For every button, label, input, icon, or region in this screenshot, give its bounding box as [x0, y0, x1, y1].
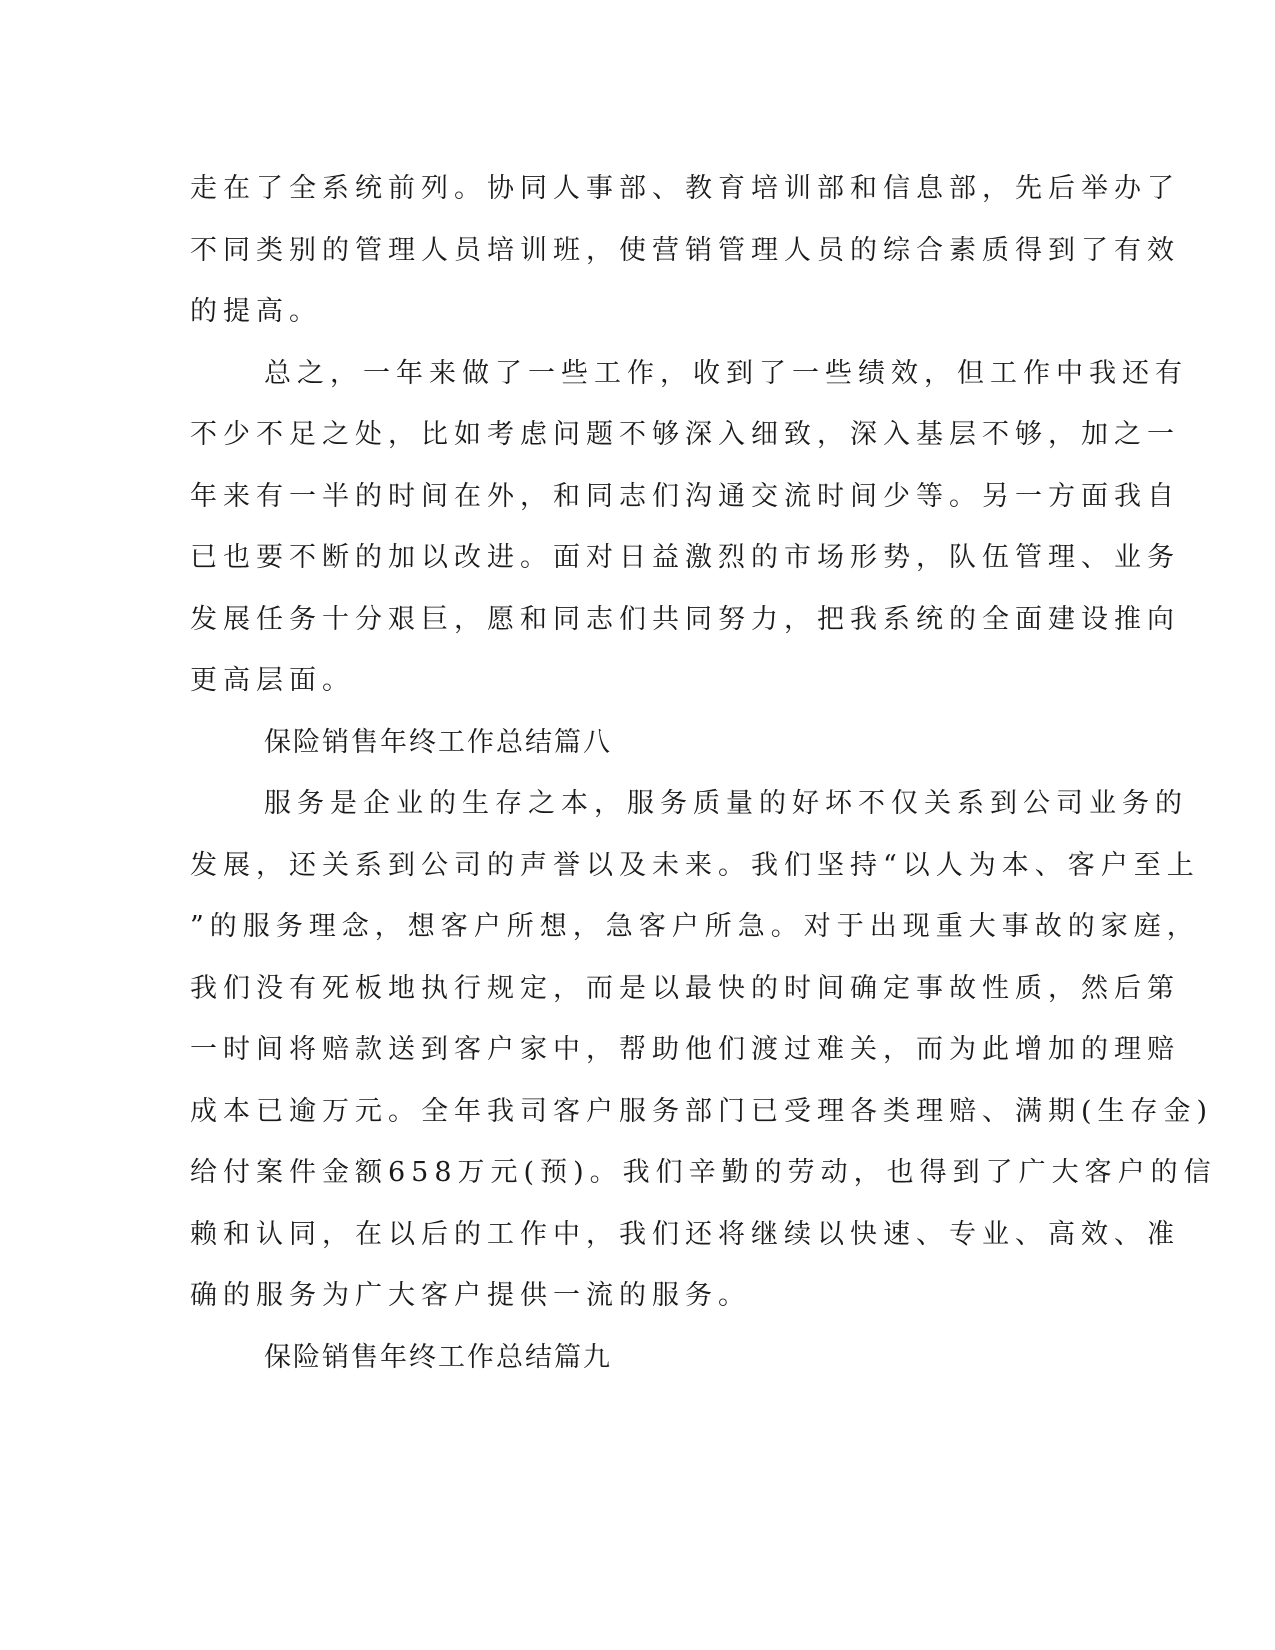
text-line: ”的服务理念，想客户所想，急客户所急。对于出现重大事故的家庭， [190, 911, 1200, 942]
text-line: 更高层面。 [190, 665, 355, 696]
text-line: 不同类别的管理人员培训班，使营销管理人员的综合素质得到了有效 [190, 234, 1180, 266]
text-line: 确的服务为广大客户提供一流的服务。 [190, 1280, 751, 1311]
text-line: 给付案件金额658万元(预)。我们辛勤的劳动，也得到了广大客户的信 [190, 1157, 1217, 1188]
paragraph-service [190, 773, 1217, 1327]
text-line: 年来有一半的时间在外，和同志们沟通交流时间少等。另一方面我自 [190, 480, 1180, 512]
text-line: 已也要不断的加以改进。面对日益激烈的市场形势，队伍管理、业务 [190, 542, 1180, 573]
section-heading: 保险销售年终工作总结篇八 [264, 726, 612, 758]
text-line: 发展任务十分艰巨，愿和同志们共同努力，把我系统的全面建设推向 [190, 603, 1180, 635]
section-heading: 保险销售年终工作总结篇九 [264, 1341, 612, 1373]
text-line: 的提高。 [190, 296, 322, 327]
text-line: 成本已逾万元。全年我司客户服务部门已受理各类理赔、满期(生存金) [190, 1095, 1214, 1127]
text-line: 服务是企业的生存之本，服务质量的好坏不仅关系到公司业务的 [264, 788, 1188, 819]
text-line: 走在了全系统前列。协同人事部、教育培训部和信息部，先后举办了 [190, 173, 1180, 204]
section-heading-8 [190, 712, 1090, 774]
paragraph-continuation [190, 158, 1180, 343]
text-line: 一时间将赔款送到客户家中，帮助他们渡过难关，而为此增加的理赔 [190, 1034, 1180, 1065]
document-body [190, 158, 1217, 1388]
text-line: 赖和认同，在以后的工作中，我们还将继续以快速、专业、高效、准 [190, 1218, 1180, 1250]
text-line: 我们没有死板地执行规定，而是以最快的时间确定事故性质，然后第 [190, 972, 1180, 1004]
text-line: 不少不足之处，比如考虑问题不够深入细致，深入基层不够，加之一 [190, 419, 1180, 450]
text-line: 总之，一年来做了一些工作，收到了一些绩效，但工作中我还有 [264, 357, 1188, 389]
paragraph-summary [190, 343, 1188, 712]
text-line: 发展，还关系到公司的声誉以及未来。我们坚持“以人为本、客户至上 [190, 849, 1200, 881]
section-heading-9 [190, 1327, 1090, 1389]
